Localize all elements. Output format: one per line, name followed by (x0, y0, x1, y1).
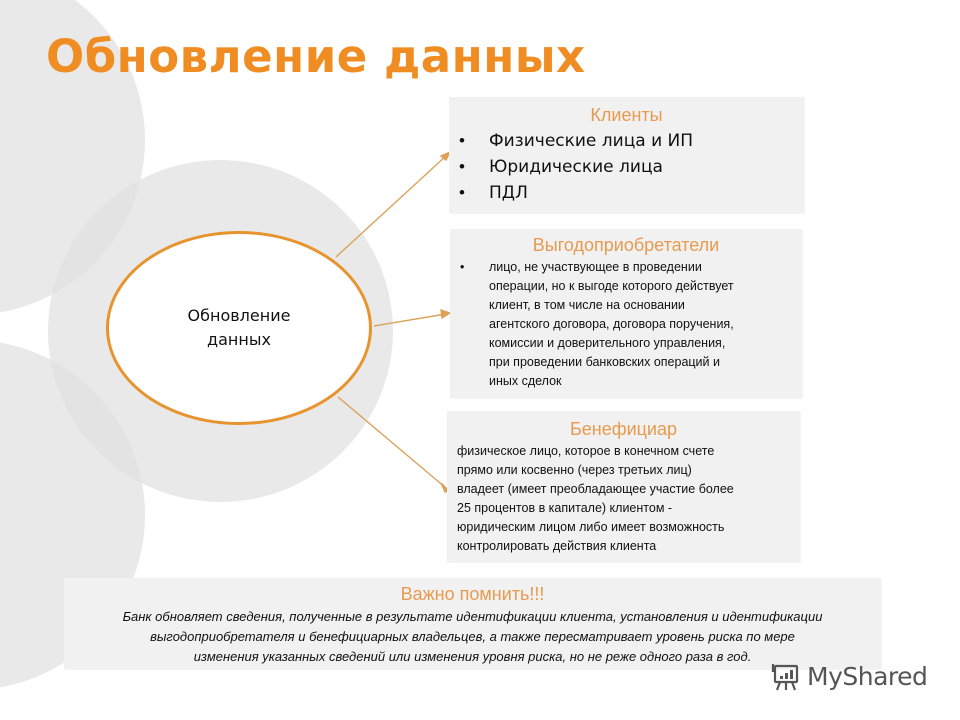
myshared-watermark (771, 659, 927, 693)
text-line: изменения указанных сведений или изменения уровня риска, но не реже одного раза в год. (193, 649, 752, 664)
connector-beneficiaries (374, 314, 446, 326)
beneficiaries-description (450, 258, 802, 391)
clients-list (449, 128, 804, 206)
beneficiaries-title: Выгодоприобретатели (532, 235, 720, 255)
text-line: владеет (имеет преобладающее участие более (457, 482, 734, 496)
slide-title: Обновление данных (46, 30, 586, 83)
list-item: • ПДЛ (449, 180, 804, 206)
watermark-text: MyShared (807, 661, 928, 691)
text-line: прямо или косвенно (через третьих лиц) (457, 463, 692, 477)
text-line: операции, но к выгоде которого действует (489, 279, 734, 293)
text-line: выгодоприобретателя и бенефициарных владельцев, а также пересматривает уровень риска по мере (150, 629, 795, 644)
hub-label-line1: Обновление (187, 306, 291, 325)
list-item: • Физические лица и ИП (449, 128, 804, 154)
text-line: юридическим лицом либо имеет возможность (457, 520, 725, 534)
text-line: клиент, в том числе на основании (489, 298, 685, 312)
text-line: при проведении банковских операций и (489, 355, 720, 369)
beneficial-owner-title: Бенефициар (569, 419, 678, 439)
arrowhead-beneficiaries (441, 310, 450, 318)
important-note-title: Важно помнить!!! (400, 584, 545, 604)
presentation-chart-icon (771, 660, 801, 692)
clients-title: Клиенты (590, 105, 663, 125)
important-note-box (64, 578, 881, 669)
list-item: • Юридические лица (449, 154, 804, 180)
beneficial-owner-box (447, 411, 800, 562)
beneficial-owner-description (447, 442, 800, 556)
bullet-icon: • (460, 260, 465, 274)
text-line: Банк обновляет сведения, полученные в результате идентификации клиента, установления и идентификации (122, 609, 823, 624)
text-line: лицо, не участвующее в проведении (489, 260, 702, 274)
text-line: иных сделок (489, 374, 562, 388)
hub-ellipse (106, 231, 372, 425)
hub-label-line2: данных (207, 330, 271, 349)
clients-box (449, 97, 804, 213)
connector-ubo (338, 397, 446, 488)
text-line: агентского договора, договора поручения, (489, 317, 734, 331)
text-line: физическое лицо, которое в конечном счете (457, 444, 715, 458)
text-line: 25 процентов в капитале) клиентом - (457, 501, 673, 515)
beneficiaries-box (450, 229, 802, 398)
text-line: комиссии и доверительного управления, (489, 336, 726, 350)
text-line: контролировать действия клиента (457, 539, 657, 553)
connector-clients (336, 155, 447, 257)
important-note-text (64, 607, 881, 667)
